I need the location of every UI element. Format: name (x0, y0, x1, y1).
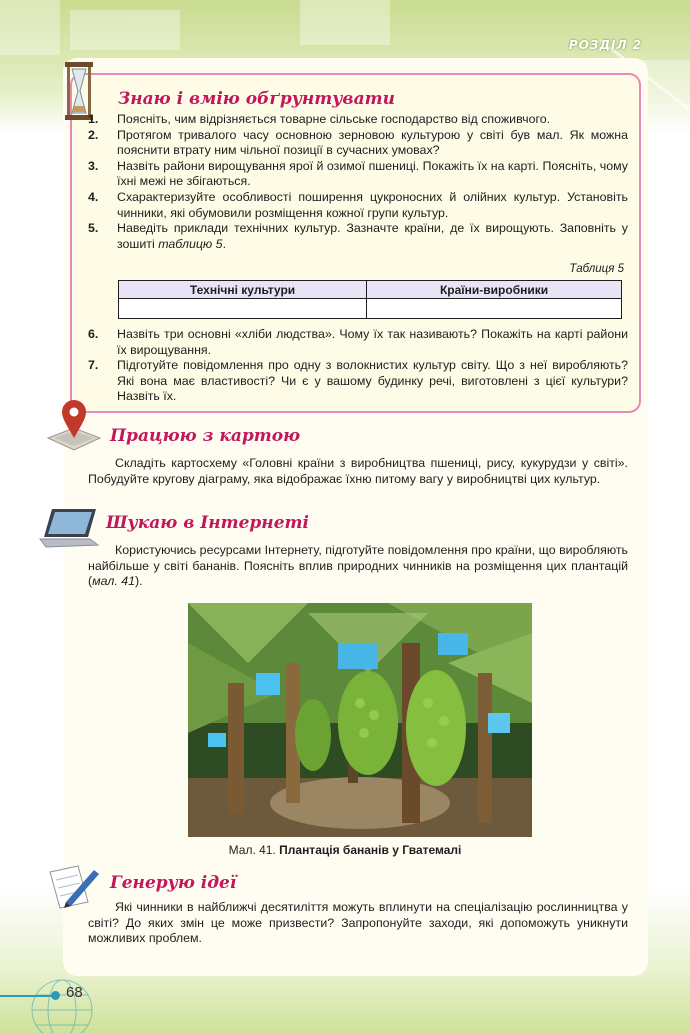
table-cell (119, 299, 367, 319)
list-item: 3. Назвіть райони вирощування ярої й озимої пшениці. Покажіть їх на карті. Поясніть, чому їхні межі не збігаються. (88, 158, 628, 189)
footer-dot (51, 991, 60, 1000)
page-number: 68 (66, 984, 83, 1001)
map-heading: Працюю з картою (110, 426, 301, 446)
map-task: Складіть картосхему «Головні країни з виробництва пшениці, рису, кукурудзи у світі». Побудуйте кругову діаграму, яка відображає їхню питому вагу у виробництві цих культур. (88, 456, 628, 486)
ideas-heading: Генерую ідеї (110, 873, 237, 893)
banana-plantation-photo (188, 603, 532, 837)
table-reference: таблицю 5 (158, 236, 223, 251)
list-item: 2. Протягом тривалого часу основною зерновою культурою у світі був мал. Як можна пояснити втрату ним чільної позиції в сучасних умовах? (88, 127, 628, 158)
ideas-task: Які чинники в найближчі десятиліття можуть вплинути на спеціалізацію рослинництва у світі? До яких змін це може призвести? Запропонуйте заходи, які допоможуть уникнути можливих проблем. (88, 900, 628, 946)
questions-list-continued (88, 327, 628, 405)
table-header: Технічні культури (119, 281, 367, 299)
list-item: 6. Назвіть три основні «хліби людства». Чому їх так називають? Покажіть на карті райони їх вирощування. (88, 327, 628, 357)
list-item: 5. Наведіть приклади технічних культур. Зазначте країни, де їх вирощують. Заповніть у зошиті таблицю 5. (88, 221, 628, 251)
footer-line (0, 995, 54, 997)
map-pin-icon (44, 398, 104, 456)
list-item: 4. Схарактеризуйте особливості поширення цукроносних й олійних культур. Установіть чинники, які обумовили розміщення кожної групи культур. (88, 189, 628, 220)
table-caption: Таблиця 5 (569, 263, 624, 275)
questions-list (88, 112, 628, 252)
list-item: 1. Поясніть, чим відрізняється товарне сільське господарство від споживчого. (88, 112, 551, 126)
table-5 (118, 280, 622, 319)
figure-caption: Мал. 41. Плантація бананів у Гватемалі (228, 843, 462, 857)
internet-heading: Шукаю в Інтернеті (106, 513, 309, 533)
figure-reference: мал. 41 (92, 574, 136, 589)
internet-task: Користуючись ресурсами Інтернету, підготуйте повідомлення про країни, що виробляють найбільше у світі бананів. Поясніть вплив природних чинників на розміщення цих плантацій (мал. 41). (88, 543, 628, 589)
table-header: Країни-виробники (367, 281, 622, 299)
know-heading: Знаю і вмію обґрунтувати (118, 89, 395, 109)
list-item: 7. Підготуйте повідомлення про одну з волокнистих культур світу. Що з неї виробляють? Які вона має властивості? Чи є у вашому будинку речі, виготовлені з цієї культури? Назвіть їх. (88, 358, 628, 404)
table-cell (367, 299, 622, 319)
section-tag: РОЗДІЛ 2 (568, 38, 642, 52)
